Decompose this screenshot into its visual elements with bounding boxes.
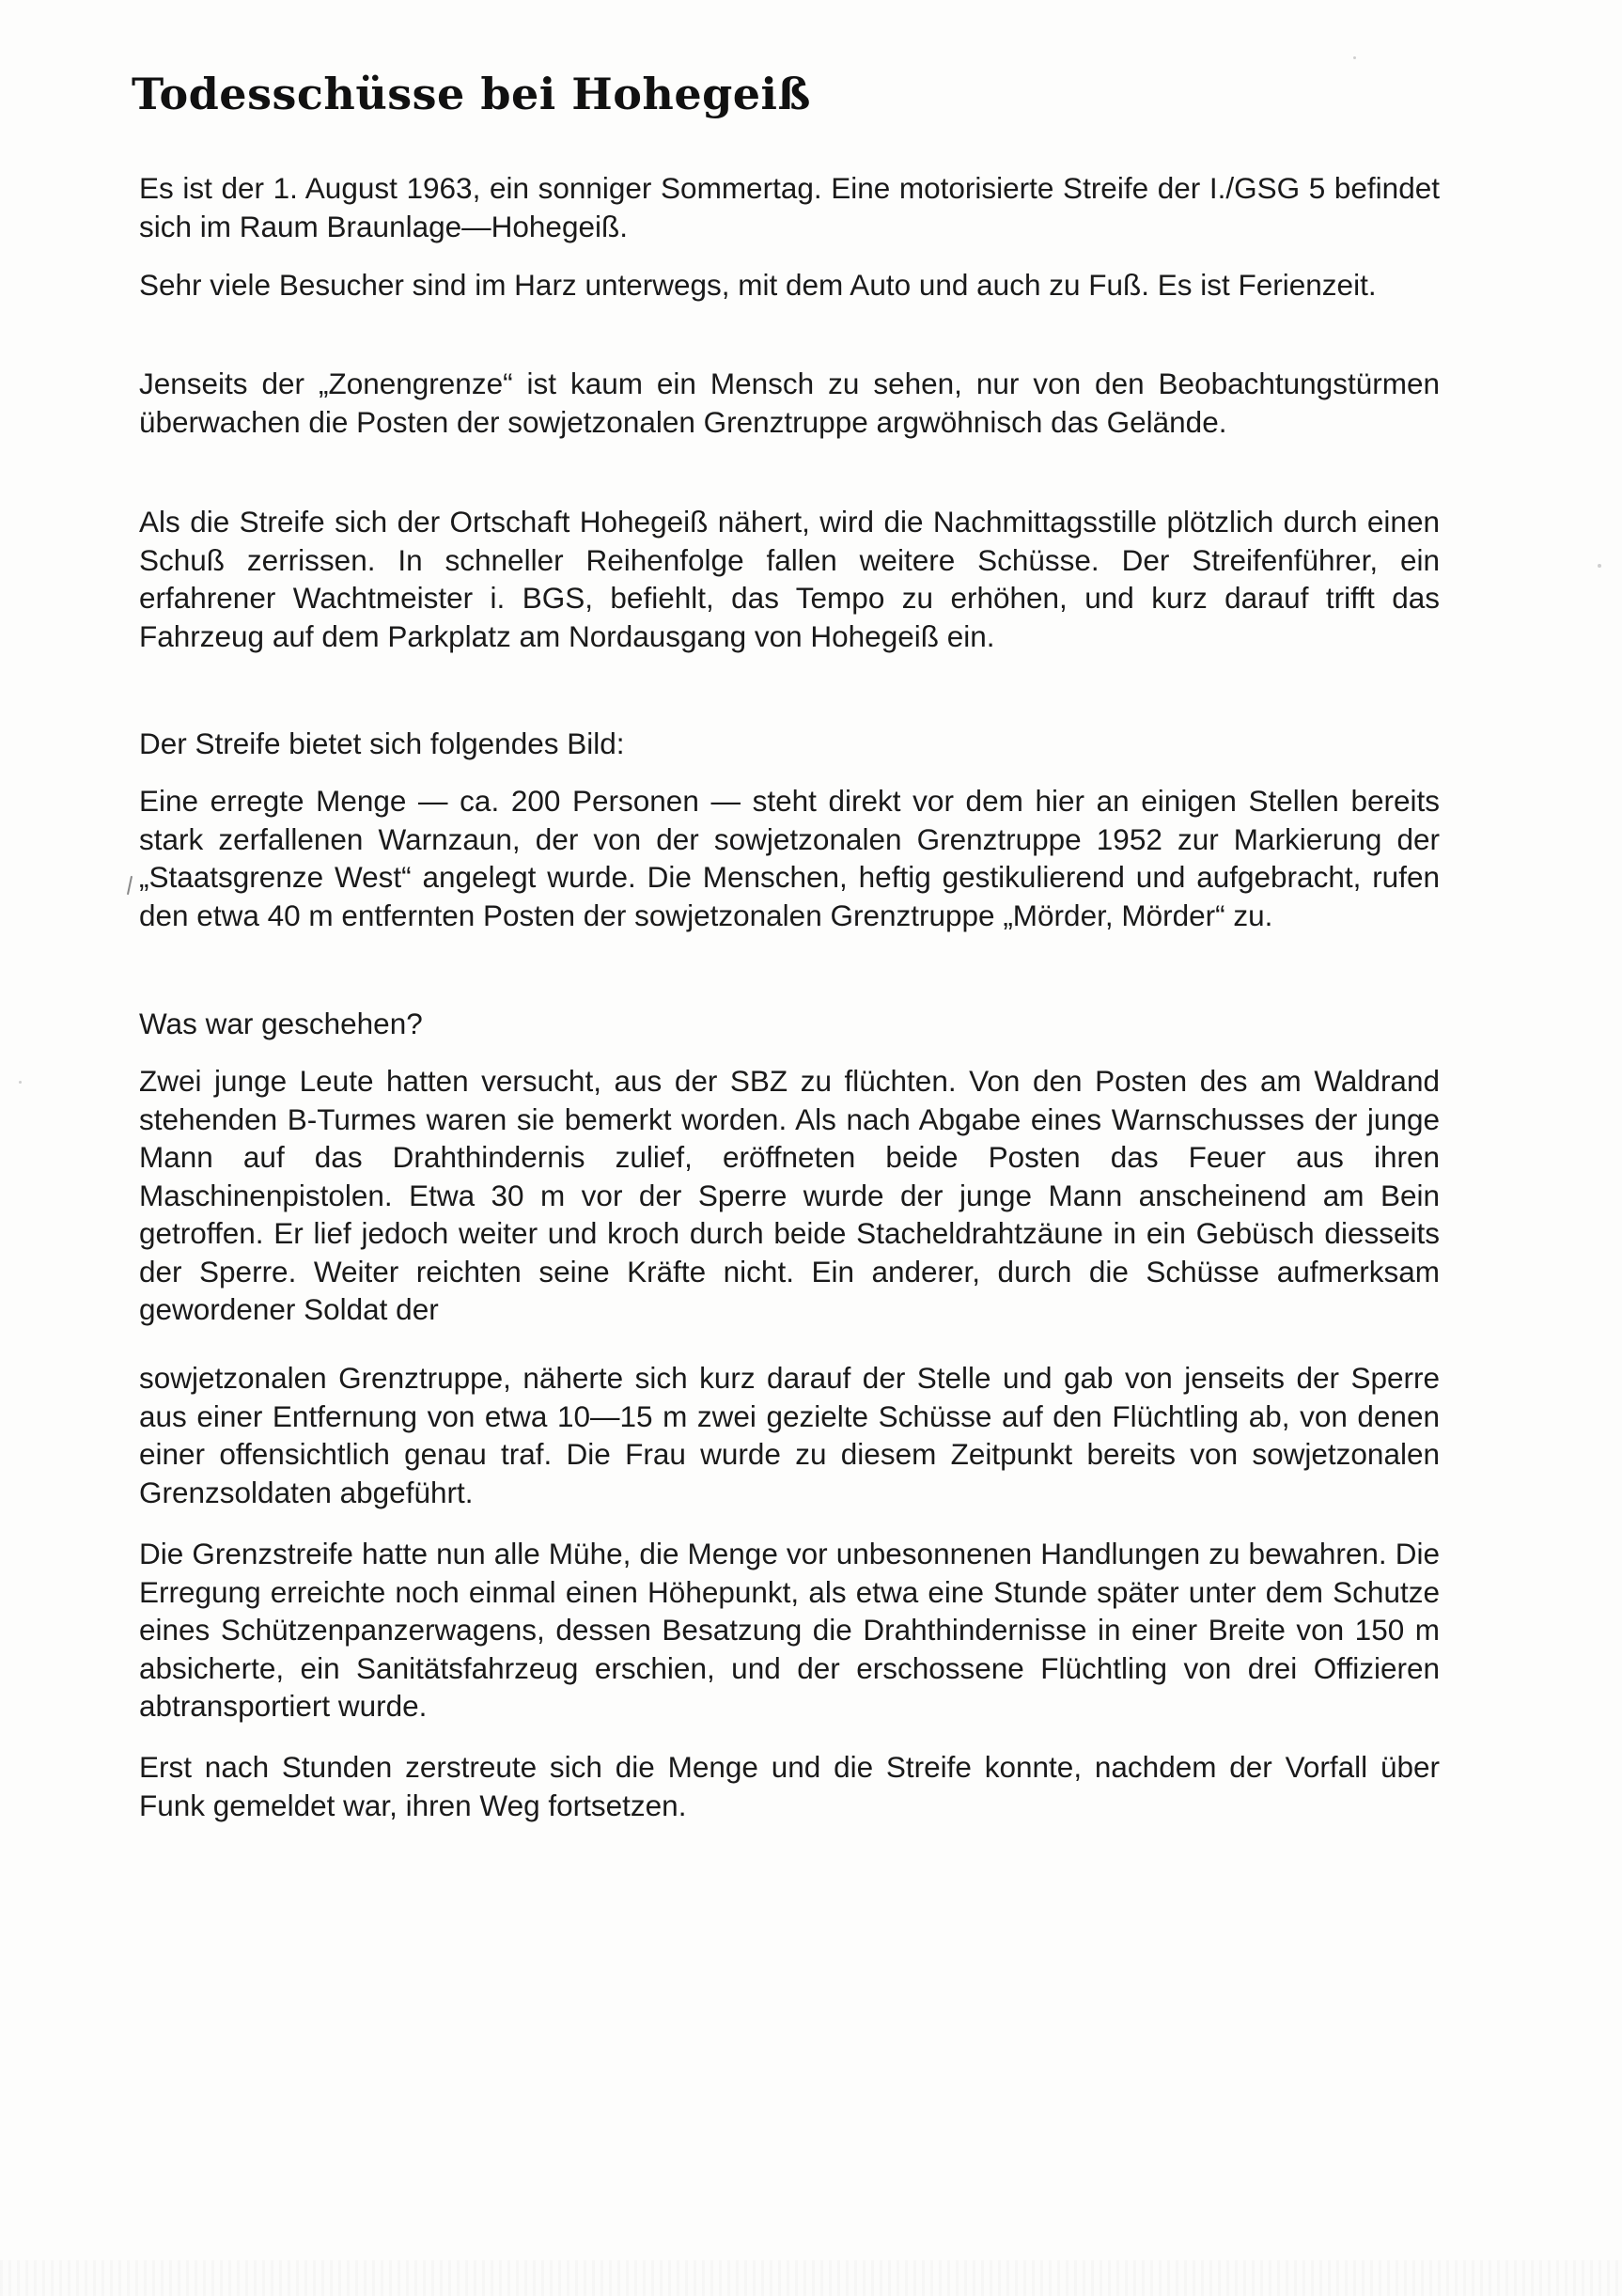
paragraph-4: Als die Streife sich der Ortschaft Hohegeiß nähert, wird die Nachmittagsstille plötzlich durch einen Schuß zerrissen. In schneller Reihenfolge fallen weitere Schüsse. Der Streifenführer, ein erfahrener Wachtmeister i. BGS, befiehlt, das Tempo zu erhöhen, und kurz darauf trifft das Fahrzeug auf dem Parkplatz am Nordausgang von Hohegeiß ein. — [139, 505, 1440, 653]
paragraph-8: Zwei junge Leute hatten versucht, aus der SBZ zu flüchten. Von den Posten des am Waldrand stehenden B-Turmes waren sie bemerkt worden. Als nach Abgabe eines Warnschusses der junge Mann auf das Drahthindernis zulief, eröffneten beide Posten das Feuer aus ihren Maschinenpistolen. Etwa 30 m vor der Sperre wurde der junge Mann anscheinend am Bein getroffen. Er lief jedoch weiter und kroch durch beide Stacheldrahtzäune in ein Gebüsch diesseits der Sperre. Weiter reichten seine Kräfte nicht. Ein anderer, durch die Schüsse aufmerksam gewordener Soldat der — [139, 1064, 1440, 1326]
paragraph-2: Sehr viele Besucher sind im Harz unterwegs, mit dem Auto und auch zu Fuß. Es ist Ferienzeit. — [139, 268, 1377, 302]
paragraph-7: Was war geschehen? — [139, 1007, 423, 1040]
paragraph-6: Eine erregte Menge — ca. 200 Personen — steht direkt vor dem hier an einigen Stellen bereits stark zerfallenen Warnzaun, der von der sowjetzonalen Grenztruppe 1952 zur Markierung der „Staatsgrenze West“ angelegt wurde. Die Menschen, heftig gestikulierend und aufgebracht, rufen den etwa 40 m entfernten Posten der sowjetzonalen Grenztruppe „Mörder, Mörder“ zu. — [139, 784, 1440, 932]
scan-artifact — [127, 876, 133, 895]
scan-speck — [19, 1081, 22, 1084]
page-title: Todesschüsse bei Hohegeiß — [132, 69, 811, 119]
paragraph-5: Der Streife bietet sich folgendes Bild: — [139, 726, 625, 760]
paragraph-1: Es ist der 1. August 1963, ein sonniger Sommertag. Eine motorisierte Streife der I./GSG 5 befindet sich im Raum Braunlage—Hohegeiß. — [139, 171, 1440, 243]
scan-speck — [1353, 56, 1356, 59]
scan-edge — [0, 2260, 1622, 2296]
paragraph-3: Jenseits der „Zonengrenze“ ist kaum ein Mensch zu sehen, nur von den Beobachtungstürmen überwachen die Posten der sowjetzonalen Grenztruppe argwöhnisch das Gelände. — [139, 367, 1440, 439]
scan-speck — [1598, 564, 1601, 568]
paragraph-10: Die Grenzstreife hatte nun alle Mühe, die Menge vor unbesonnenen Handlungen zu bewahren. Die Erregung erreichte noch einmal einen Höhepunkt, als etwa eine Stunde später unter dem Schutze eines Schützenpanzerwagens, dessen Besatzung die Drahthindernisse in einer Breite von 150 m absicherte, ein Sanitätsfahrzeug erschien, und der erschossene Flüchtling von drei Offizieren abtransportiert wurde. — [139, 1537, 1440, 1723]
paragraph-11: Erst nach Stunden zerstreute sich die Menge und die Streife konnte, nachdem der Vorfall über Funk gemeldet war, ihren Weg fortsetzen. — [139, 1750, 1440, 1822]
paragraph-9: sowjetzonalen Grenztruppe, näherte sich kurz darauf der Stelle und gab von jenseits der Sperre aus einer Entfernung von etwa 10—15 m zwei gezielte Schüsse auf den Flüchtling ab, von denen einer offensichtlich genau traf. Die Frau wurde zu diesem Zeitpunkt bereits von sowjetzonalen Grenzsoldaten abgeführt. — [139, 1361, 1440, 1509]
